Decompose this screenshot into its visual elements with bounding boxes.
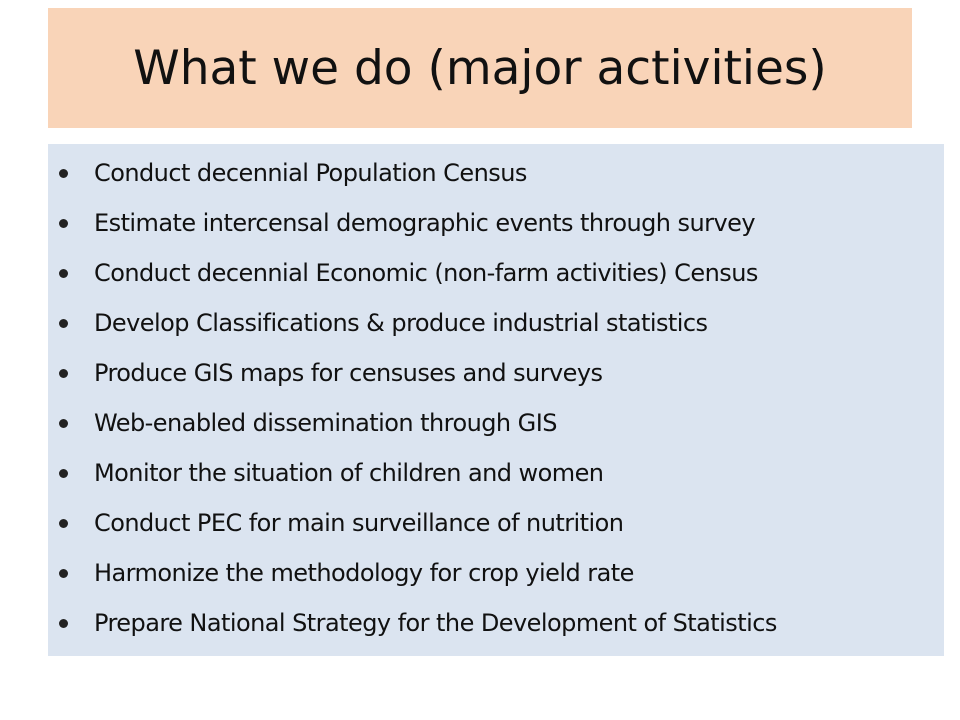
list-item-text: Conduct PEC for main surveillance of nutrition: [94, 509, 624, 537]
list-item: [48, 398, 944, 448]
bullet-icon: [59, 419, 68, 428]
list-item-text: Develop Classifications & produce industrial statistics: [94, 309, 708, 337]
bullet-icon: [59, 269, 68, 278]
list-item: [48, 198, 944, 248]
bullet-icon: [59, 219, 68, 228]
list-item-text: Web-enabled dissemination through GIS: [94, 409, 557, 437]
list-item: [48, 298, 944, 348]
list-item-text: Produce GIS maps for censuses and surveys: [94, 359, 603, 387]
list-item: [48, 148, 944, 198]
list-item: [48, 348, 944, 398]
title-banner: [48, 8, 912, 128]
content-panel: [48, 144, 944, 656]
bullet-icon: [59, 569, 68, 578]
bullet-icon: [59, 169, 68, 178]
list-item: [48, 248, 944, 298]
slide-title: What we do (major activities): [133, 40, 827, 96]
list-item: [48, 598, 944, 648]
list-item-text: Harmonize the methodology for crop yield rate: [94, 559, 634, 587]
bullet-icon: [59, 619, 68, 628]
bullet-icon: [59, 469, 68, 478]
list-item-text: Conduct decennial Population Census: [94, 159, 527, 187]
list-item-text: Prepare National Strategy for the Development of Statistics: [94, 609, 777, 637]
list-item-text: Estimate intercensal demographic events through survey: [94, 209, 755, 237]
list-item-text: Conduct decennial Economic (non-farm activities) Census: [94, 259, 758, 287]
bullet-icon: [59, 319, 68, 328]
list-item-text: Monitor the situation of children and women: [94, 459, 604, 487]
list-item: [48, 548, 944, 598]
bullet-icon: [59, 369, 68, 378]
list-item: [48, 498, 944, 548]
list-item: [48, 448, 944, 498]
bullet-icon: [59, 519, 68, 528]
activities-list: [48, 148, 944, 648]
